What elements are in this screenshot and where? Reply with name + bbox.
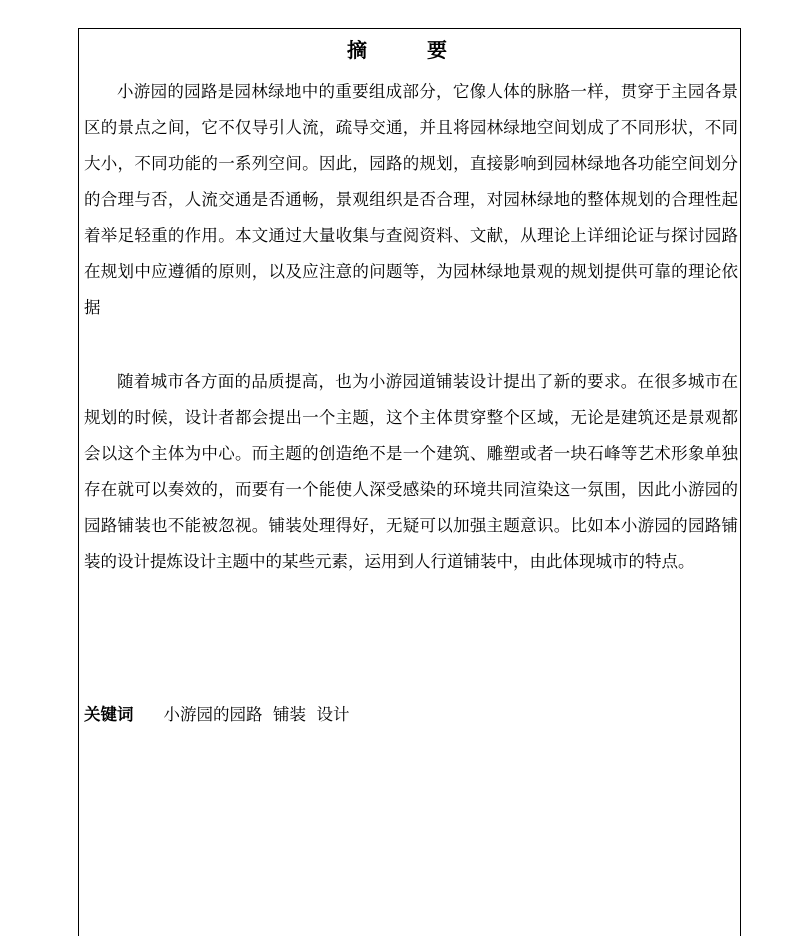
keywords-line [84, 700, 349, 730]
abstract-title: 摘 要 [347, 38, 467, 62]
keywords-text: 小游园的园路 铺装 设计 [163, 705, 350, 724]
abstract-paragraph-2: 随着城市各方面的品质提高，也为小游园道铺装设计提出了新的要求。在很多城市在规划的时候，设计者都会提出一个主题，这个主体贯穿整个区域，无论是建筑还是景观都会以这个主体为中心。而主题的创造绝不是一个建筑、雕塑或者一块石峰等艺术形象单独存在就可以奏效的，而要有一个能使人深受感染的环境共同渲染这一氛围，因此小游园的园路铺装也不能被忽视。铺装处理得好，无疑可以加强主题意识。比如本小游园的园路铺装的设计提炼设计主题中的某些元素，运用到人行道铺装中，由此体现城市的特点。 [84, 372, 738, 571]
abstract-paragraph-1: 小游园的园路是园林绿地中的重要组成部分，它像人体的脉胳一样，贯穿于主园各景区的景点之间，它不仅导引人流，疏导交通，并且将园林绿地空间划成了不同形状，不同大小，不同功能的一系列空间。因此，园路的规划，直接影响到园林绿地各功能空间划分的合理与否，人流交通是否通畅，景观组织是否合理，对园林绿地的整体规划的合理性起着举足轻重的作用。本文通过大量收集与查阅资料、文献，从理论上详细论证与探讨园路在规划中应遵循的原则，以及应注意的问题等，为园林绿地景观的规划提供可靠的理论依据 [84, 82, 738, 317]
keywords-label: 关键词 [84, 705, 134, 724]
